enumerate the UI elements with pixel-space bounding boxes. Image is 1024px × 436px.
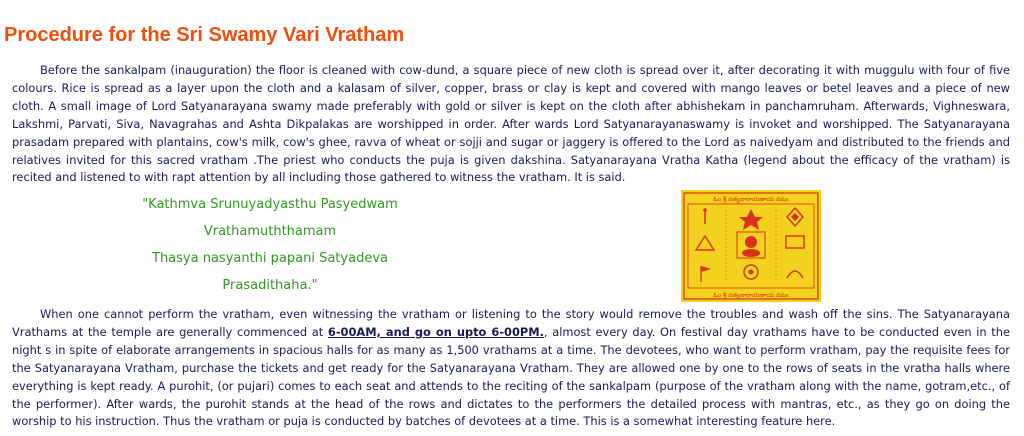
yantra-top-inscription: ఓం శ్రీ సత్యనారాయణాయ నమః <box>713 196 789 203</box>
page-title: Procedure for the Sri Swamy Vari Vratham <box>4 24 405 46</box>
vratham-schedule-paragraph <box>12 306 1010 431</box>
yantra-bottom-inscription: ఓం శ్రీ సత్యనారాయణాయ నమః <box>713 292 789 299</box>
intro-paragraph: Before the sankalpam (inauguration) the floor is cleaned with cow-dund, a square piece of new cloth is spread over it, after decorating it with muggulu with four of five colours. Rice is spread as a layer upon the cloth and a kalasam of silver, copper, brass or clay is kept and covered with mango leaves or betel leaves and a piece of new cloth. A small image of Lord Satyanarayana swamy made preferably with gold or silver is kept on the cloth after abhishekam in panchamruham. Afterwards, Vighneswara, Lakshmi, Parvati, Siva, Navagrahas and Ashta Dikpalakas are worshipped in order. After wards Lord Satyanarayanaswamy is invoket and worshipped. The Satyanarayana prasadam prepared with plantains, cow's milk, cow's ghee, ravva of wheat or sojji and sugar or jaggery is offered to the Lord as naivedyam and distributed to the friends and relatives invited for this sacred vratham .The priest who conducts the puja is given dakshina. Satyanarayana Vratha Katha (legend about the efficacy of the vratham) is recited and listened to with rapt attention by all including those gathered to witness the vratham. It is said. <box>12 63 1010 185</box>
vratham-timing: 6-00AM, and go on upto 6-00PM. <box>327 324 544 339</box>
quote-line-4: Prasadithaha." <box>222 278 318 293</box>
paragraph-text-start: When one cannot perform the vratham, even witnessing the vratham or listening to the story would remove the troubles and wash off the sins. The Satyanarayana Vrathams at the temple are generally commenced at <box>12 307 1010 339</box>
quote-line-1: "Kathmva Srunuyadyasthu Pasyedwam <box>142 197 398 212</box>
quote-line-3: Thasya nasyanthi papani Satyadeva <box>152 251 388 266</box>
satyanarayana-yantra-image <box>681 190 821 302</box>
quote-line-2: Vrathamuththamam <box>203 224 337 239</box>
paragraph-text-end: , almost every day. On festival day vrathams have to be conducted even in the night s in spite of elaborate arrangements in spacious halls for as many as 1,500 vrathams at a time. The devotees, who want to perform vratham, pay the requisite fees for the Satyanarayana Vratham, purchase the tickets and get ready for the Satyanarayana Vratham. They are allowed one by one to the rows of seats in the vratha halls where everything is kept ready. A purohit, (or pujari) comes to each seat and attends to the reciting of the sankalpam (purpose of the vratham along with the name, gotram,etc., of the performer). After wards, the purohit stands at the head of the rows and dictates to the performers the detailed process with mantras, etc., as they go on doing the worship to his instruction. Thus the vratham or puja is conducted by batches of devotees at a time. This is a somewhat interesting feature here. <box>12 324 1011 429</box>
